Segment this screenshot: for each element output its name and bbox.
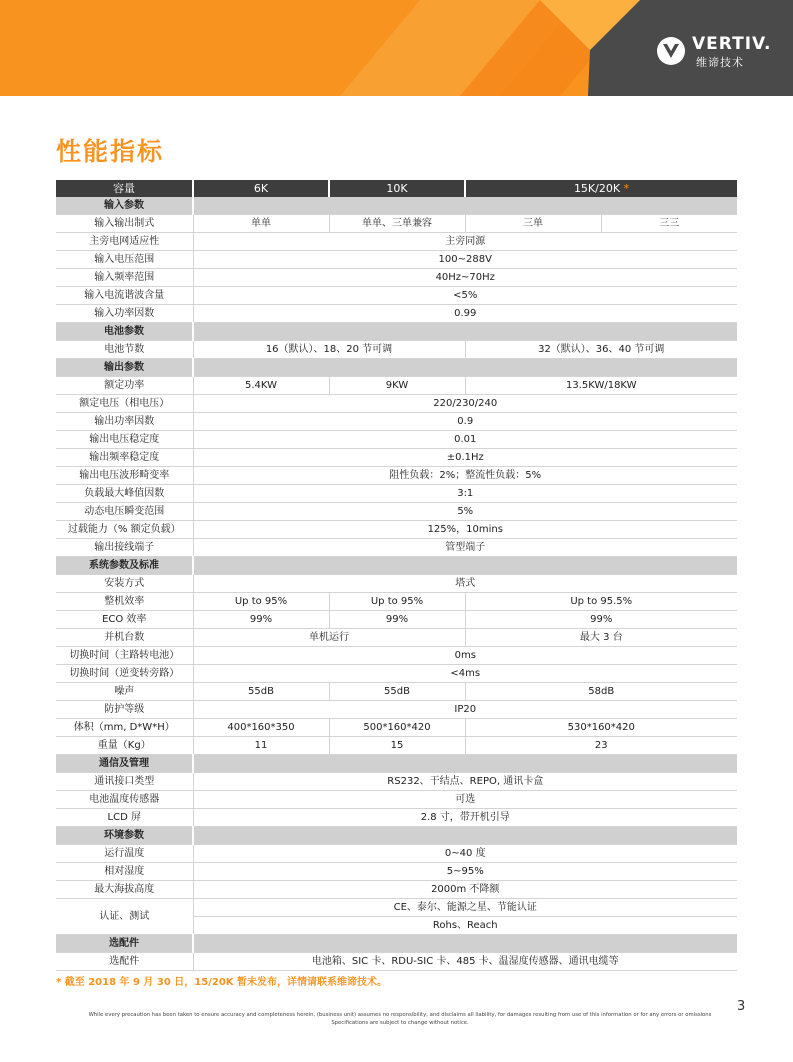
section-row [56,935,737,953]
section-input: 输入参数 [56,197,193,215]
cell: 2.8 寸，带开机引导 [193,809,737,827]
row-label: 过载能力（% 额定负载） [56,521,193,539]
cell: ±0.1Hz [193,449,737,467]
row-label: 输入输出制式 [56,215,193,233]
row-label: 切换时间（逆变转旁路） [56,665,193,683]
row-label: 重量（Kg） [56,737,193,755]
table-row [56,395,737,413]
row-label: 电池温度传感器 [56,791,193,809]
cell: 11 [193,737,329,755]
row-label: 主旁电网适应性 [56,233,193,251]
row-label: 切换时间（主路转电池） [56,647,193,665]
table-row [56,449,737,467]
cell: 塔式 [193,575,737,593]
cell: 电池箱、SIC 卡、RDU-SIC 卡、485 卡、温湿度传感器、通讯电缆等 [193,953,737,971]
cell: 阻性负载：2%；整流性负载：5% [193,467,737,485]
cell: 单单 [193,215,329,233]
disclaimer-line-2: Specifications are subject to change without notice. [331,1020,469,1026]
cell: 58dB [465,683,737,701]
row-label: 输出功率因数 [56,413,193,431]
vertiv-mark-icon [656,36,686,66]
table-row [56,791,737,809]
row-label: 运行温度 [56,845,193,863]
table-row [56,575,737,593]
table-row [56,377,737,395]
section-options: 选配件 [56,935,193,953]
table-row [56,665,737,683]
cell: 99% [465,611,737,629]
cell: 单机运行 [193,629,465,647]
table-row [56,845,737,863]
row-label: 输出接线端子 [56,539,193,557]
row-label: 安装方式 [56,575,193,593]
section-output: 输出参数 [56,359,193,377]
cell: <4ms [193,665,737,683]
cell: 100~288V [193,251,737,269]
section-battery: 电池参数 [56,323,193,341]
header-15k20k [465,180,737,197]
row-label: 整机效率 [56,593,193,611]
footnote: * 截至 2018 年 9 月 30 日，15/20K 暂未发布，详情请联系维谛技术。 [56,977,388,988]
table-row [56,287,737,305]
cell: 15 [329,737,465,755]
spec-table [56,180,737,971]
section-system: 系统参数及标准 [56,557,193,575]
table-row [56,809,737,827]
section-env: 环境参数 [56,827,193,845]
table-header-row [56,180,737,197]
page-title: 性能指标 [56,137,165,166]
row-label: 输出电压波形畸变率 [56,467,193,485]
table-row [56,647,737,665]
header-banner [0,0,793,96]
cell: <5% [193,287,737,305]
row-label: 输入频率范围 [56,269,193,287]
header-6k: 6K [193,180,329,197]
row-label: 输出电压稳定度 [56,431,193,449]
brand-name: VERTIV. [692,34,772,54]
cell: Rohs、Reach [193,917,737,935]
cell: 单单、三单兼容 [329,215,465,233]
section-row [56,557,737,575]
page-number: 3 [737,999,746,1014]
row-label: 输入电流谐波含量 [56,287,193,305]
cell: 最大 3 台 [465,629,737,647]
cell: 400*160*350 [193,719,329,737]
cell: 可选 [193,791,737,809]
cell: 13.5KW/18KW [465,377,737,395]
cell: 530*160*420 [465,719,737,737]
row-label: 动态电压瞬变范围 [56,503,193,521]
cell: 55dB [329,683,465,701]
cell: IP20 [193,701,737,719]
cell: 三三 [601,215,737,233]
row-label: 认证、测试 [56,899,193,935]
cell: 0~40 度 [193,845,737,863]
table-row [56,683,737,701]
cell: 16（默认）、18、20 节可调 [193,341,465,359]
row-label: 负载最大峰值因数 [56,485,193,503]
cell: 5.4KW [193,377,329,395]
row-label: ECO 效率 [56,611,193,629]
table-row [56,485,737,503]
row-label: 并机台数 [56,629,193,647]
section-row [56,359,737,377]
table-row [56,233,737,251]
cell: 三单 [465,215,601,233]
row-label: LCD 屏 [56,809,193,827]
header-capacity: 容量 [56,180,193,197]
vertiv-logo [656,34,772,70]
cell: 2000m 不降额 [193,881,737,899]
cell: 0.01 [193,431,737,449]
table-row [56,269,737,287]
row-label: 额定功率 [56,377,193,395]
section-row [56,197,737,215]
table-row [56,521,737,539]
row-label: 噪声 [56,683,193,701]
cell: 99% [329,611,465,629]
cell: 125%，10mins [193,521,737,539]
cell: 0ms [193,647,737,665]
cell: 5% [193,503,737,521]
table-row [56,881,737,899]
cell: 0.9 [193,413,737,431]
row-label: 电池节数 [56,341,193,359]
table-row [56,431,737,449]
cell: 0.99 [193,305,737,323]
cell: 220/230/240 [193,395,737,413]
section-row [56,755,737,773]
cell: 3:1 [193,485,737,503]
header-star: * [623,182,630,195]
cell: Up to 95% [193,593,329,611]
table-row [56,773,737,791]
cell: 5~95% [193,863,737,881]
table-row [56,215,737,233]
section-row [56,323,737,341]
cell: 管型端子 [193,539,737,557]
section-comm: 通信及管理 [56,755,193,773]
table-row [56,953,737,971]
disclaimer [60,1011,740,1027]
table-row [56,593,737,611]
cell: Up to 95.5% [465,593,737,611]
table-row [56,251,737,269]
cell: 40Hz~70Hz [193,269,737,287]
row-label: 输入功率因数 [56,305,193,323]
row-label: 相对湿度 [56,863,193,881]
section-row [56,827,737,845]
table-row [56,863,737,881]
table-row [56,413,737,431]
row-label: 输出频率稳定度 [56,449,193,467]
cell: 9KW [329,377,465,395]
row-label: 输入电压范围 [56,251,193,269]
cell: 500*160*420 [329,719,465,737]
table-row [56,305,737,323]
row-label: 额定电压（相电压） [56,395,193,413]
cell: 主旁同源 [193,233,737,251]
table-row [56,737,737,755]
header-10k: 10K [329,180,465,197]
table-row [56,341,737,359]
row-label: 选配件 [56,953,193,971]
table-row [56,629,737,647]
cell: 23 [465,737,737,755]
table-row [56,701,737,719]
table-row [56,467,737,485]
cell: 99% [193,611,329,629]
cell: Up to 95% [329,593,465,611]
row-label: 体积（mm, D*W*H） [56,719,193,737]
brand-subtitle: 维谛技术 [696,56,744,69]
row-label: 通讯接口类型 [56,773,193,791]
cell: CE、泰尔、能源之星、节能认证 [193,899,737,917]
row-label: 最大海拔高度 [56,881,193,899]
table-row [56,899,737,917]
row-label: 防护等级 [56,701,193,719]
table-row [56,719,737,737]
cell: RS232、干结点、REPO, 通讯卡盒 [193,773,737,791]
header-15k20k-label: 15K/20K [573,182,621,195]
cell: 55dB [193,683,329,701]
table-row [56,539,737,557]
table-row [56,503,737,521]
disclaimer-line-1: While every precaution has been taken to ensure accuracy and completeness herein, (business unit) assumes no responsibility, and disclaims all liability, for damages resulting from use of this information or for any errors or omissions [88,1012,712,1018]
table-row [56,611,737,629]
cell: 32（默认）、36、40 节可调 [465,341,737,359]
